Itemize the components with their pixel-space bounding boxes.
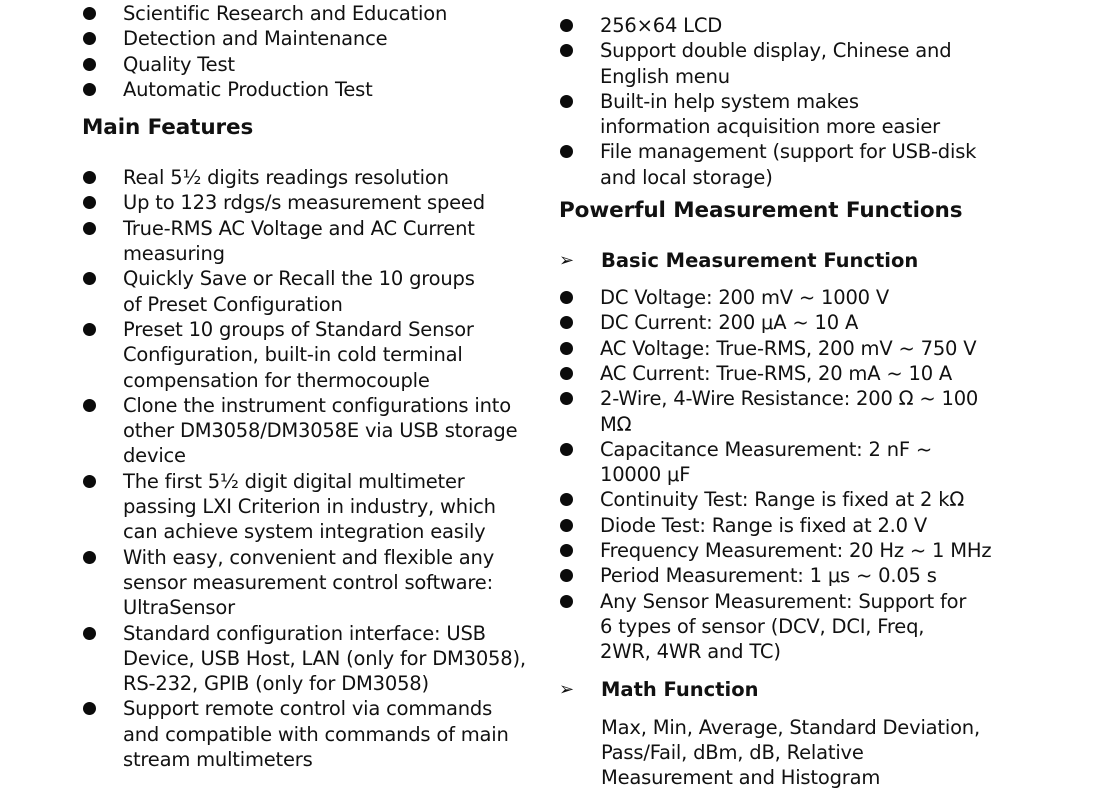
list-item bbox=[559, 589, 999, 665]
list-item-text: Clone the instrument configurations into other DM3058/DM3058E via USB storage device bbox=[123, 393, 518, 468]
bullet-icon bbox=[83, 83, 96, 96]
bullet-icon bbox=[83, 7, 96, 20]
bullet-icon bbox=[560, 291, 573, 304]
left-column bbox=[82, 0, 532, 772]
list-item bbox=[82, 545, 532, 621]
bullet-icon bbox=[83, 196, 96, 209]
list-item-text: 256×64 LCD bbox=[600, 14, 723, 37]
bullet-icon bbox=[83, 323, 96, 336]
bullet-icon bbox=[560, 145, 573, 158]
bullet-icon bbox=[83, 399, 96, 412]
list-item bbox=[82, 190, 532, 215]
bullet-icon bbox=[83, 171, 96, 184]
bullet-icon bbox=[83, 627, 96, 640]
bullet-icon bbox=[83, 702, 96, 715]
basic-function-subheading bbox=[559, 248, 999, 273]
applications-list bbox=[82, 1, 532, 102]
bullet-icon bbox=[560, 569, 573, 582]
bullet-icon bbox=[560, 95, 573, 108]
list-item-text: 2-Wire, 4-Wire Resistance: 200 Ω ~ 100 MΩ bbox=[600, 387, 979, 436]
list-item-text: With easy, convenient and flexible any sensor measurement control software: UltraSensor bbox=[123, 545, 495, 620]
list-item-text: DC Current: 200 μA ~ 10 A bbox=[600, 311, 859, 335]
list-item-text: Preset 10 groups of Standard Sensor Configuration, built-in cold terminal compensation for thermocouple bbox=[123, 317, 474, 392]
list-item bbox=[559, 538, 999, 563]
list-item-text: Up to 123 rdgs/s measurement speed bbox=[123, 191, 485, 215]
subheading-text: Math Function bbox=[601, 677, 759, 701]
list-item bbox=[559, 487, 999, 512]
list-item-text: Frequency Measurement: 20 Hz ~ 1 MHz bbox=[600, 539, 992, 563]
list-item-text: File management (support for USB-disk and local storage) bbox=[600, 140, 977, 189]
bullet-icon bbox=[560, 544, 573, 557]
list-item-text: Scientific Research and Education bbox=[123, 2, 448, 25]
main-features-heading: Main Features bbox=[82, 115, 254, 141]
list-item-text: Period Measurement: 1 μs ~ 0.05 s bbox=[600, 564, 937, 588]
list-item-text: Real 5½ digits readings resolution bbox=[123, 166, 449, 190]
bullet-icon bbox=[83, 222, 96, 235]
list-item-text: Any Sensor Measurement: Support for 6 types of sensor (DCV, DCI, Freq, 2WR, 4WR and TC) bbox=[600, 589, 967, 664]
list-item bbox=[559, 139, 999, 190]
list-item bbox=[559, 310, 999, 335]
list-item bbox=[82, 165, 532, 190]
bullet-icon bbox=[560, 367, 573, 380]
list-item bbox=[559, 361, 999, 386]
list-item-text: Detection and Maintenance bbox=[123, 27, 388, 51]
list-item-text: Quality Test bbox=[123, 52, 235, 76]
list-item-text: AC Current: True-RMS, 20 mA ~ 10 A bbox=[600, 361, 953, 385]
list-item-text: Standard configuration interface: USB Device, USB Host, LAN (only for DM3058), RS-232, GPIB (only for DM3058) bbox=[123, 621, 526, 696]
list-item bbox=[82, 393, 532, 469]
bullet-icon bbox=[560, 493, 573, 506]
bullet-icon bbox=[560, 443, 573, 456]
list-item bbox=[559, 437, 999, 488]
list-item bbox=[82, 77, 532, 102]
list-item bbox=[559, 13, 999, 38]
main-features-list bbox=[82, 165, 532, 772]
list-item bbox=[82, 216, 532, 267]
list-item bbox=[559, 38, 999, 89]
list-item bbox=[82, 317, 532, 393]
subheading-text: Basic Measurement Function bbox=[601, 249, 919, 273]
bullet-icon bbox=[83, 551, 96, 564]
list-item-text: Continuity Test: Range is fixed at 2 kΩ bbox=[600, 488, 965, 512]
bullet-icon bbox=[560, 44, 573, 57]
list-item-text: True-RMS AC Voltage and AC Current measuring bbox=[123, 216, 475, 266]
arrow-bullet-icon: ➢ bbox=[559, 678, 575, 700]
bullet-icon bbox=[83, 58, 96, 71]
bullet-icon bbox=[83, 475, 96, 488]
list-item-text: Support remote control via commands and compatible with commands of main stream multimeters bbox=[123, 697, 509, 772]
list-item-text: Support double display, Chinese and English menu bbox=[600, 39, 952, 88]
bullet-icon bbox=[560, 519, 573, 532]
list-item bbox=[82, 52, 532, 77]
list-item-text: Diode Test: Range is fixed at 2.0 V bbox=[600, 513, 928, 537]
bullet-icon bbox=[83, 32, 96, 45]
right-column bbox=[559, 0, 999, 790]
arrow-bullet-icon: ➢ bbox=[559, 250, 575, 272]
list-item-text: DC Voltage: 200 mV ~ 1000 V bbox=[600, 286, 889, 310]
bullet-icon bbox=[560, 342, 573, 355]
list-item-text: Capacitance Measurement: 2 nF ~ 10000 μF bbox=[600, 437, 933, 487]
basic-functions-list bbox=[559, 285, 999, 664]
list-item-text: Built-in help system makes information acquisition more easier bbox=[600, 89, 940, 139]
list-item bbox=[559, 563, 999, 588]
list-item bbox=[82, 266, 532, 317]
list-item bbox=[559, 285, 999, 310]
list-item-text: Automatic Production Test bbox=[123, 77, 373, 101]
features-continued-list bbox=[559, 13, 999, 190]
list-item-text: The first 5½ digit digital multimeter passing LXI Criterion in industry, which can achieve system integration easily bbox=[123, 469, 496, 544]
list-item bbox=[559, 336, 999, 361]
list-item bbox=[82, 621, 532, 697]
list-item-text: AC Voltage: True-RMS, 200 mV ~ 750 V bbox=[600, 336, 977, 360]
bullet-icon bbox=[560, 595, 573, 608]
bullet-icon bbox=[560, 19, 573, 32]
list-item bbox=[82, 26, 532, 51]
list-item-text: Quickly Save or Recall the 10 groups of Preset Configuration bbox=[123, 267, 475, 316]
math-function-description: Max, Min, Average, Standard Deviation, Pass/Fail, dBm, dB, Relative Measurement and Histogram bbox=[601, 715, 980, 790]
list-item bbox=[559, 386, 999, 437]
powerful-functions-heading: Powerful Measurement Functions bbox=[559, 198, 963, 224]
list-item bbox=[559, 89, 999, 140]
math-function-subheading bbox=[559, 677, 999, 702]
bullet-icon bbox=[560, 316, 573, 329]
list-item bbox=[82, 469, 532, 545]
list-item bbox=[559, 513, 999, 538]
bullet-icon bbox=[560, 392, 573, 405]
list-item bbox=[82, 1, 532, 26]
bullet-icon bbox=[83, 272, 96, 285]
list-item bbox=[82, 696, 532, 772]
